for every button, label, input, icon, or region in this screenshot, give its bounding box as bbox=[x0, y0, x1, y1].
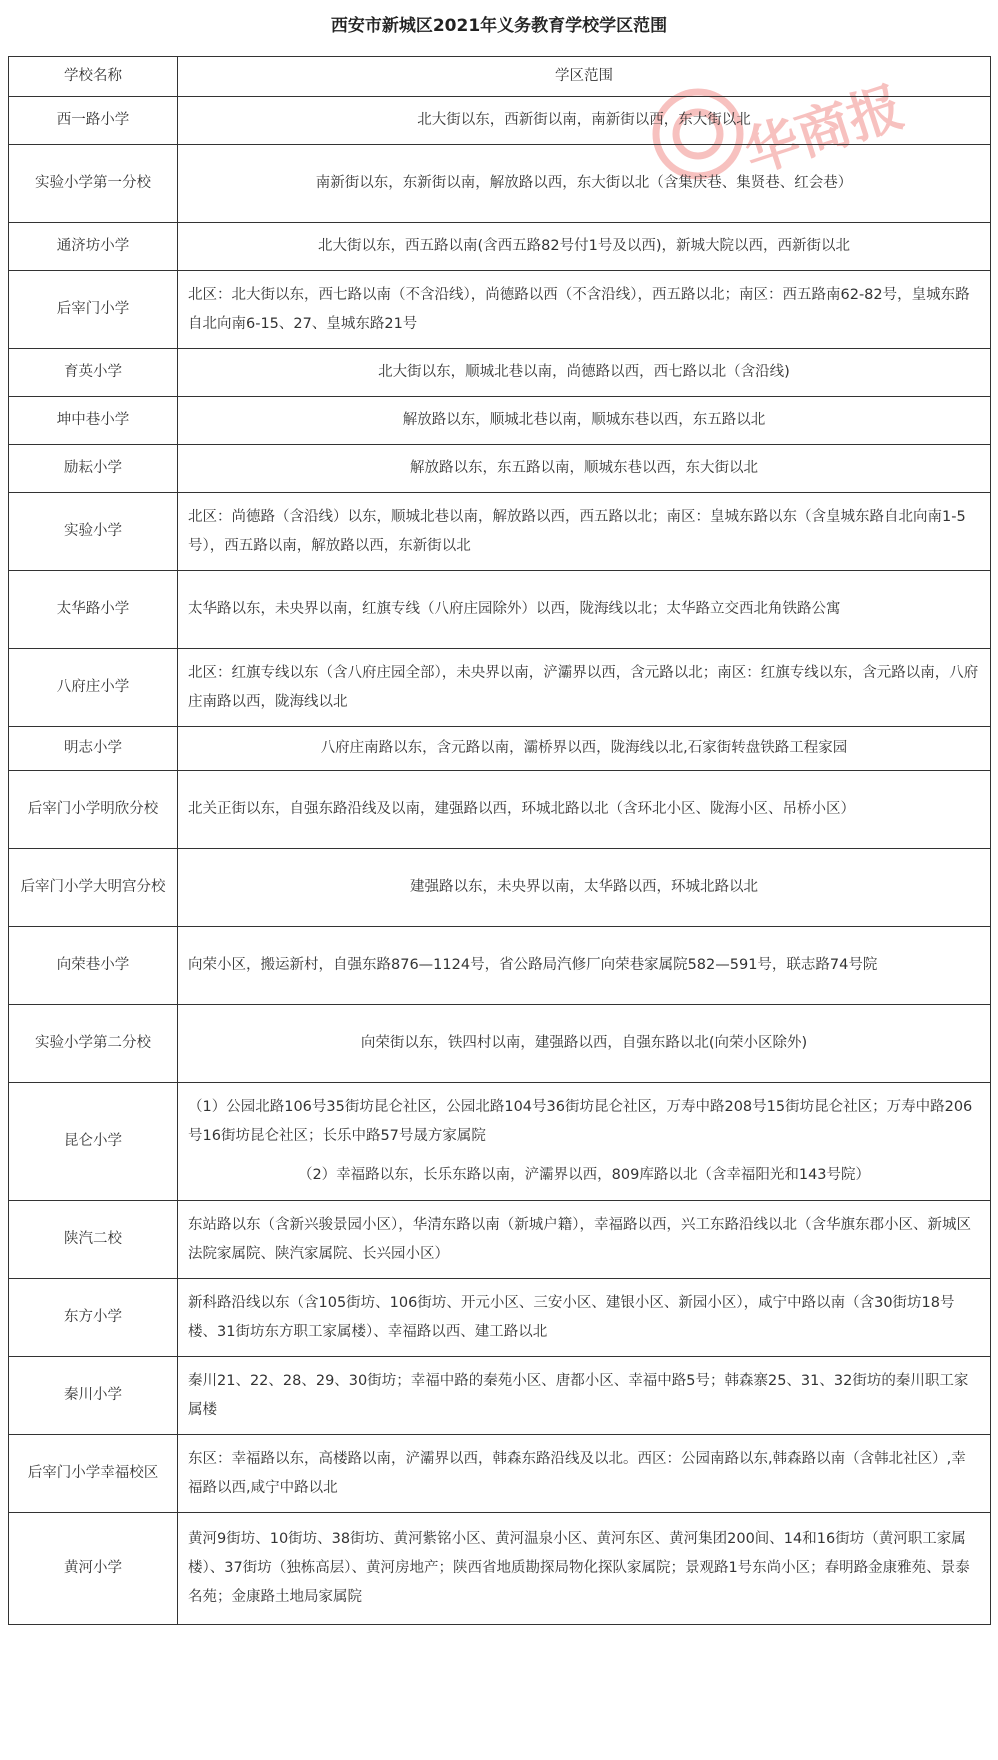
district-range-text: 东区：幸福路以东，高楼路以南，浐灞界以西，韩森东路沿线及以北。西区：公园南路以东,韩森路以南（含韩北社区）,幸福路以西,咸宁中路以北 bbox=[188, 1450, 966, 1496]
district-range-cell bbox=[178, 1201, 991, 1279]
district-range-cell bbox=[178, 1513, 991, 1625]
district-range-cell bbox=[178, 349, 991, 397]
district-range-cell bbox=[178, 271, 991, 349]
table-row bbox=[9, 849, 991, 927]
district-range-text: 北大街以东，西新街以南，南新街以西，东大街以北 bbox=[417, 112, 751, 128]
district-range-cell bbox=[178, 493, 991, 571]
district-range-cell bbox=[178, 1083, 991, 1201]
table-row bbox=[9, 771, 991, 849]
district-range-text: 南新街以东，东新街以南，解放路以西，东大街以北（含集庆巷、集贤巷、红会巷） bbox=[315, 175, 853, 191]
district-range-cell bbox=[178, 97, 991, 145]
table-row bbox=[9, 927, 991, 1005]
district-range-cell bbox=[178, 927, 991, 1005]
school-name-cell: 后宰门小学大明宫分校 bbox=[9, 849, 178, 927]
table-row bbox=[9, 571, 991, 649]
header-district-range: 学区范围 bbox=[178, 57, 991, 97]
district-range-text: 向荣小区，搬运新村，自强东路876—1124号，省公路局汽修厂向荣巷家属院582—591号，联志路74号院 bbox=[188, 957, 878, 973]
district-range-cell bbox=[178, 1279, 991, 1357]
table-row bbox=[9, 1513, 991, 1625]
district-range-cell bbox=[178, 1005, 991, 1083]
school-name-cell: 励耘小学 bbox=[9, 445, 178, 493]
district-range-text: 北区：北大街以东，西七路以南（不含沿线），尚德路以西（不含沿线），西五路以北；南区：西五路南62-82号，皇城东路自北向南6-15、27、皇城东路21号 bbox=[188, 286, 970, 332]
school-name-cell: 陕汽二校 bbox=[9, 1201, 178, 1279]
table-row bbox=[9, 1201, 991, 1279]
district-range-text: 向荣街以东，铁四村以南，建强路以西，自强东路以北(向荣小区除外) bbox=[360, 1035, 808, 1051]
school-name-cell: 昆仑小学 bbox=[9, 1083, 178, 1201]
table-row bbox=[9, 349, 991, 397]
table-row bbox=[9, 445, 991, 493]
school-name-cell: 秦川小学 bbox=[9, 1357, 178, 1435]
district-range-cell bbox=[178, 1435, 991, 1513]
district-range-text: 八府庄南路以东，含元路以南，灞桥界以西，陇海线以北,石家街转盘铁路工程家园 bbox=[320, 740, 848, 756]
school-name-cell: 后宰门小学幸福校区 bbox=[9, 1435, 178, 1513]
table-row bbox=[9, 493, 991, 571]
district-range-text: 解放路以东，顺城北巷以南，顺城东巷以西，东五路以北 bbox=[402, 412, 766, 428]
district-range-text: 北大街以东，顺城北巷以南，尚德路以西，西七路以北（含沿线) bbox=[378, 364, 790, 380]
school-district-table bbox=[8, 56, 991, 1625]
district-range-text: 新科路沿线以东（含105街坊、106街坊、开元小区、三安小区、建银小区、新园小区），咸宁中路以南（含30街坊18号楼、31街坊东方职工家属楼）、幸福路以西、建工路以北 bbox=[188, 1294, 955, 1340]
district-range-cell bbox=[178, 771, 991, 849]
school-name-cell: 后宰门小学明欣分校 bbox=[9, 771, 178, 849]
page-title: 西安市新城区2021年义务教育学校学区范围 bbox=[330, 16, 668, 36]
table-row bbox=[9, 397, 991, 445]
district-range-text: 建强路以东，未央界以南，太华路以西，环城北路以北 bbox=[410, 879, 758, 895]
table-row bbox=[9, 727, 991, 771]
school-name-cell: 通济坊小学 bbox=[9, 223, 178, 271]
school-name-cell: 后宰门小学 bbox=[9, 271, 178, 349]
school-name-cell: 太华路小学 bbox=[9, 571, 178, 649]
district-range-cell bbox=[178, 223, 991, 271]
district-range-text: 东站路以东（含新兴骏景园小区），华清东路以南（新城户籍），幸福路以西，兴工东路沿线以北（含华旗东郡小区、新城区法院家属院、陕汽家属院、长兴园小区） bbox=[188, 1216, 971, 1262]
district-range-cell bbox=[178, 727, 991, 771]
table-row bbox=[9, 223, 991, 271]
district-range-cell bbox=[178, 445, 991, 493]
table-row bbox=[9, 1435, 991, 1513]
table-row bbox=[9, 649, 991, 727]
school-name-cell: 明志小学 bbox=[9, 727, 178, 771]
table-row bbox=[9, 271, 991, 349]
school-name-cell: 育英小学 bbox=[9, 349, 178, 397]
district-range-text: 北区：红旗专线以东（含八府庄园全部），未央界以南，浐灞界以西，含元路以北；南区：红旗专线以东，含元路以南，八府庄南路以西，陇海线以北 bbox=[188, 664, 979, 710]
district-range-text: 秦川21、22、28、29、30街坊；幸福中路的秦苑小区、唐都小区、幸福中路5号；韩森寨25、31、32街坊的秦川职工家属楼 bbox=[188, 1372, 969, 1418]
school-name-cell: 实验小学 bbox=[9, 493, 178, 571]
table-row bbox=[9, 1357, 991, 1435]
district-range-cell bbox=[178, 145, 991, 223]
school-name-cell: 八府庄小学 bbox=[9, 649, 178, 727]
school-name-cell: 坤中巷小学 bbox=[9, 397, 178, 445]
district-range-text: 北大街以东，西五路以南(含西五路82号付1号及以西)，新城大院以西，西新街以北 bbox=[318, 238, 850, 254]
district-range-text: 太华路以东，未央界以南，红旗专线（八府庄园除外）以西，陇海线以北；太华路立交西北角铁路公寓 bbox=[188, 601, 841, 617]
school-name-cell: 实验小学第二分校 bbox=[9, 1005, 178, 1083]
school-name-cell: 黄河小学 bbox=[9, 1513, 178, 1625]
district-range-cell bbox=[178, 397, 991, 445]
table-row bbox=[9, 1279, 991, 1357]
district-range-text: 北区：尚德路（含沿线）以东，顺城北巷以南，解放路以西，西五路以北；南区：皇城东路以东（含皇城东路自北向南1-5号），西五路以南，解放路以西，东新街以北 bbox=[188, 508, 966, 554]
table-row bbox=[9, 1005, 991, 1083]
table-row bbox=[9, 145, 991, 223]
district-range-cell bbox=[178, 571, 991, 649]
district-range-text: （2）幸福路以东，长乐东路以南，浐灞界以西，809库路以北（含幸福阳光和143号院） bbox=[297, 1167, 871, 1183]
school-name-cell: 向荣巷小学 bbox=[9, 927, 178, 1005]
district-range-text: 解放路以东，东五路以南，顺城东巷以西，东大街以北 bbox=[410, 460, 758, 476]
district-range-cell bbox=[178, 1357, 991, 1435]
district-range-cell bbox=[178, 849, 991, 927]
school-name-cell: 实验小学第一分校 bbox=[9, 145, 178, 223]
district-range-text: （1）公园北路106号35街坊昆仑社区，公园北路104号36街坊昆仑社区，万寿中路208号15街坊昆仑社区；万寿中路206号16街坊昆仑社区；长乐中路57号晟方家属院 bbox=[188, 1099, 973, 1144]
watermark-text: 华商报 bbox=[736, 74, 911, 185]
table-row bbox=[9, 1083, 991, 1201]
school-name-cell: 东方小学 bbox=[9, 1279, 178, 1357]
header-school-name: 学校名称 bbox=[9, 57, 178, 97]
district-range-cell bbox=[178, 649, 991, 727]
table-header-row bbox=[9, 57, 991, 97]
school-name-cell: 西一路小学 bbox=[9, 97, 178, 145]
district-range-text: 黄河9街坊、10街坊、38街坊、黄河紫铭小区、黄河温泉小区、黄河东区、黄河集团200间、14和16街坊（黄河职工家属楼）、37街坊（独栋高层）、黄河房地产；陕西省地质勘探局物化探队家属院；景观路1号东尚小区；春明路金康雅苑、景泰名苑；金康路土地局家属院 bbox=[188, 1531, 970, 1605]
table-row bbox=[9, 97, 991, 145]
district-range-text: 北关正街以东，自强东路沿线及以南，建强路以西，环城北路以北（含环北小区、陇海小区、吊桥小区） bbox=[188, 801, 855, 817]
